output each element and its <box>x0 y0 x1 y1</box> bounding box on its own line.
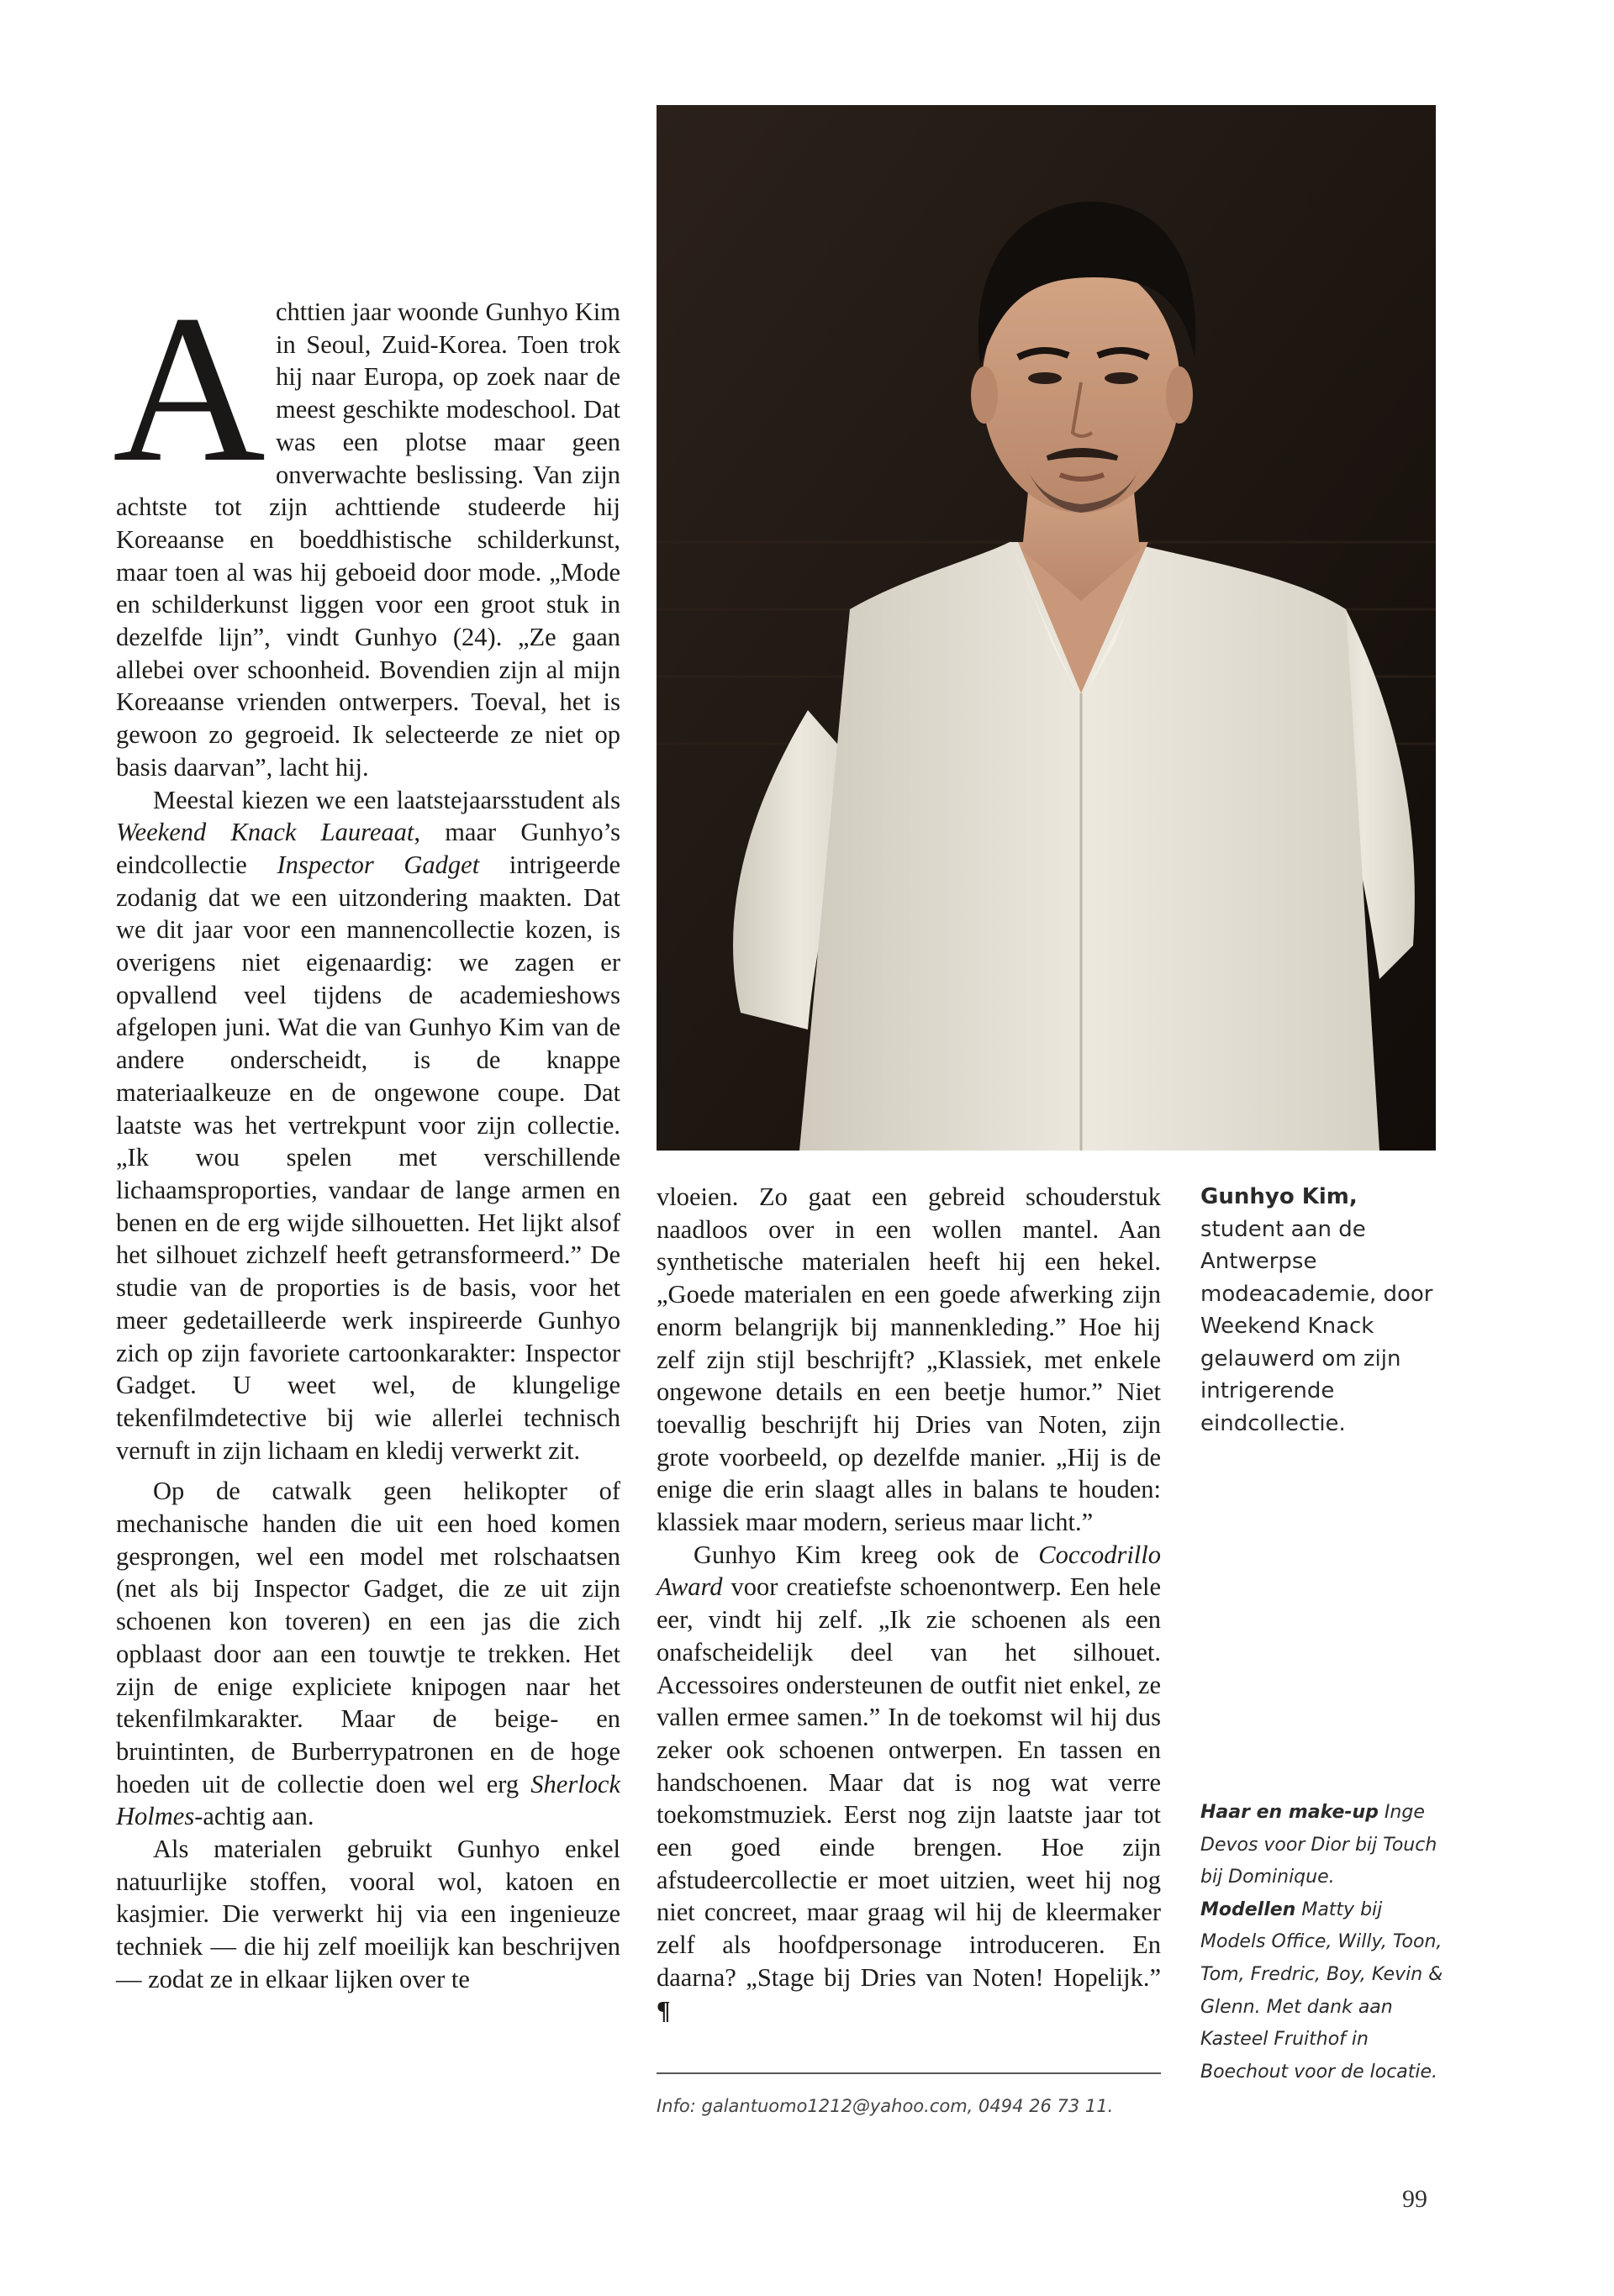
credits-label-models: Modellen <box>1200 1898 1296 1920</box>
emphasis-sherlock: Sherlock Holmes <box>116 1769 620 1831</box>
paragraph-6: Gunhyo Kim kreeg ook de Coccodrillo Award voor creatiefste schoenontwerp. Een hele eer, vindt hij zelf. „Ik zie schoenen als een onafscheidelijk deel van het silhouet. Accessoires ondersteunen de outfit niet enkel, ze vallen ermee samen.” In de toekomst wil hij dus zeker ook schoenen ontwerpen. En tassen en handschoenen. Maar dat is nog wat verre toekomstmuziek. Eerst nog zijn laatste jaar tot een goed einde brengen. Hoe zijn afstudeercollectie er moet uitzien, weet hij nog niet concreet, maar graag wil hij de kleermaker zelf als hoofdpersonage introduceren. En daarna? „Stage bij Dries van Noten! Hopelijk.” ¶ <box>657 1540 1161 2025</box>
portrait-photo <box>657 105 1436 1151</box>
caption-text: student aan de Antwerpse modeacademie, door Weekend Knack gelauwerd om zijn intrigerende eindcollectie. <box>1200 1216 1433 1436</box>
paragraph-4: Als materialen gebruikt Gunhyo enkel natuurlijke stoffen, vooral wol, katoen en kasjmier. Die verwerkt hij via een ingenieuze techniek — die hij zelf moeilijk kan beschrijven — zodat ze in elkaar lijken over te <box>116 1835 620 1993</box>
portrait-illustration <box>657 105 1436 1151</box>
credits: Haar en make-up Inge Devos voor Dior bij Touch bij Dominique. Modellen Matty bij Models Office, Willy, Toon, Tom, Fredric, Boy, Kevin & Glenn. Met dank aan Kasteel Fruithof in Boechout voor de locatie. <box>1200 1802 1443 2083</box>
divider-rule <box>657 2072 1161 2074</box>
article-column-middle <box>657 1181 1161 2026</box>
paragraph-3: Op de catwalk geen helikopter of mechanische handen die uit een hoed komen gesprongen, wel een model met rolschaatsen (net als bij Inspector Gadget, die ze uit zijn schoenen kon toveren) en een jas die zich opblaast door aan een touwtje te trekken. Het zijn de enige expliciete knipogen naar het tekenfilmkarakter. Maar de beige- en bruintinten, de Burberrypatronen en de hoge hoeden uit de collectie doen wel erg Sherlock Holmes-achtig aan. <box>116 1477 620 1831</box>
paragraph-1: Achttien jaar woonde Gunhyo Kim in Seoul, Zuid-Korea. Toen trok hij naar Europa, op zoek naar de meest geschikte modeschool. Dat was een plotse maar geen onverwachte beslissing. Van zijn achtste tot zijn achttiende studeerde hij Koreaanse en boeddhistische schilderkunst, maar toen al was hij geboeid door mode. „Mode en schilderkunst liggen voor een groot stuk in dezelfde lijn”, vindt Gunhyo (24). „Ze gaan allebei over schoonheid. Bovendien zijn al mijn Koreaanse vrienden ontwerpers. Toeval, het is gewoon zo gegroeid. Ik selecteerde ze niet op basis daarvan”, lacht hij. <box>113 271 620 782</box>
end-mark: ¶ <box>657 1995 671 2025</box>
credits-label-hair: Haar en make-up <box>1200 1802 1379 1823</box>
emphasis-laureaat: Weekend Knack Laureaat <box>116 818 414 847</box>
paragraph-2: Meestal kiezen we een laatstejaarsstudent als Weekend Knack Laureaat, maar Gunhyo’s eindcollectie Inspector Gadget intrigeerde zodanig dat we een uitzondering maakten. Dat we dit jaar voor een mannencollectie kozen, is overigens niet eigenaardig: we zagen er opvallend veel tijdens de academieshows afgelopen juni. Wat die van Gunhyo Kim van de andere onderscheidt, is de knappe materiaalkeuze en de ongewone coupe. Dat laatste was het vertrekpunt voor zijn collectie. „Ik wou spelen met verschillende lichaamsproporties, vandaar de lange armen en benen en de erg wijde silhouetten. Het lijkt alsof het silhouet zichzelf heeft getransformeerd.” De studie van de proporties is de basis, voor het meer gedetailleerde werk inspireerde Gunhyo zich op zijn favoriete cartoonkarakter: Inspector Gadget. U weet wel, de klungelige tekenfilmdetective bij wie allerlei technisch vernuft in zijn lichaam en kledij verwerkt zit. <box>116 785 620 1465</box>
paragraph-5: vloeien. Zo gaat een gebreid schouderstuk naadloos over in een wollen mantel. Aan synthetische materialen heeft hij een hekel. „Goede materialen en een goede afwerking zijn enorm belangrijk bij mannenkleding.” Hoe hij zelf zijn stijl beschrijft? „Klassiek, met enkele ongewone details en een beetje humor.” Niet toevallig beschrijft hij Dries van Noten, zijn grote voorbeeld, op dezelfde manier. „Hij is de enige die erin slaagt alles in balans te houden: klassiek maar modern, serieus maar licht.” <box>657 1182 1161 1537</box>
info-line: Info: galantuomo1212@yahoo.com, 0494 26 73 11. <box>657 2096 1114 2116</box>
emphasis-award: Coccodrillo Award <box>657 1540 1161 1602</box>
page-number: 99 <box>1402 2185 1427 2213</box>
drop-cap: A <box>113 271 266 506</box>
article-column-left <box>113 271 620 1996</box>
photo-caption <box>1200 1181 1453 1440</box>
caption-name: Gunhyo Kim, <box>1200 1184 1358 1209</box>
emphasis-collection: Inspector Gadget <box>277 850 480 879</box>
